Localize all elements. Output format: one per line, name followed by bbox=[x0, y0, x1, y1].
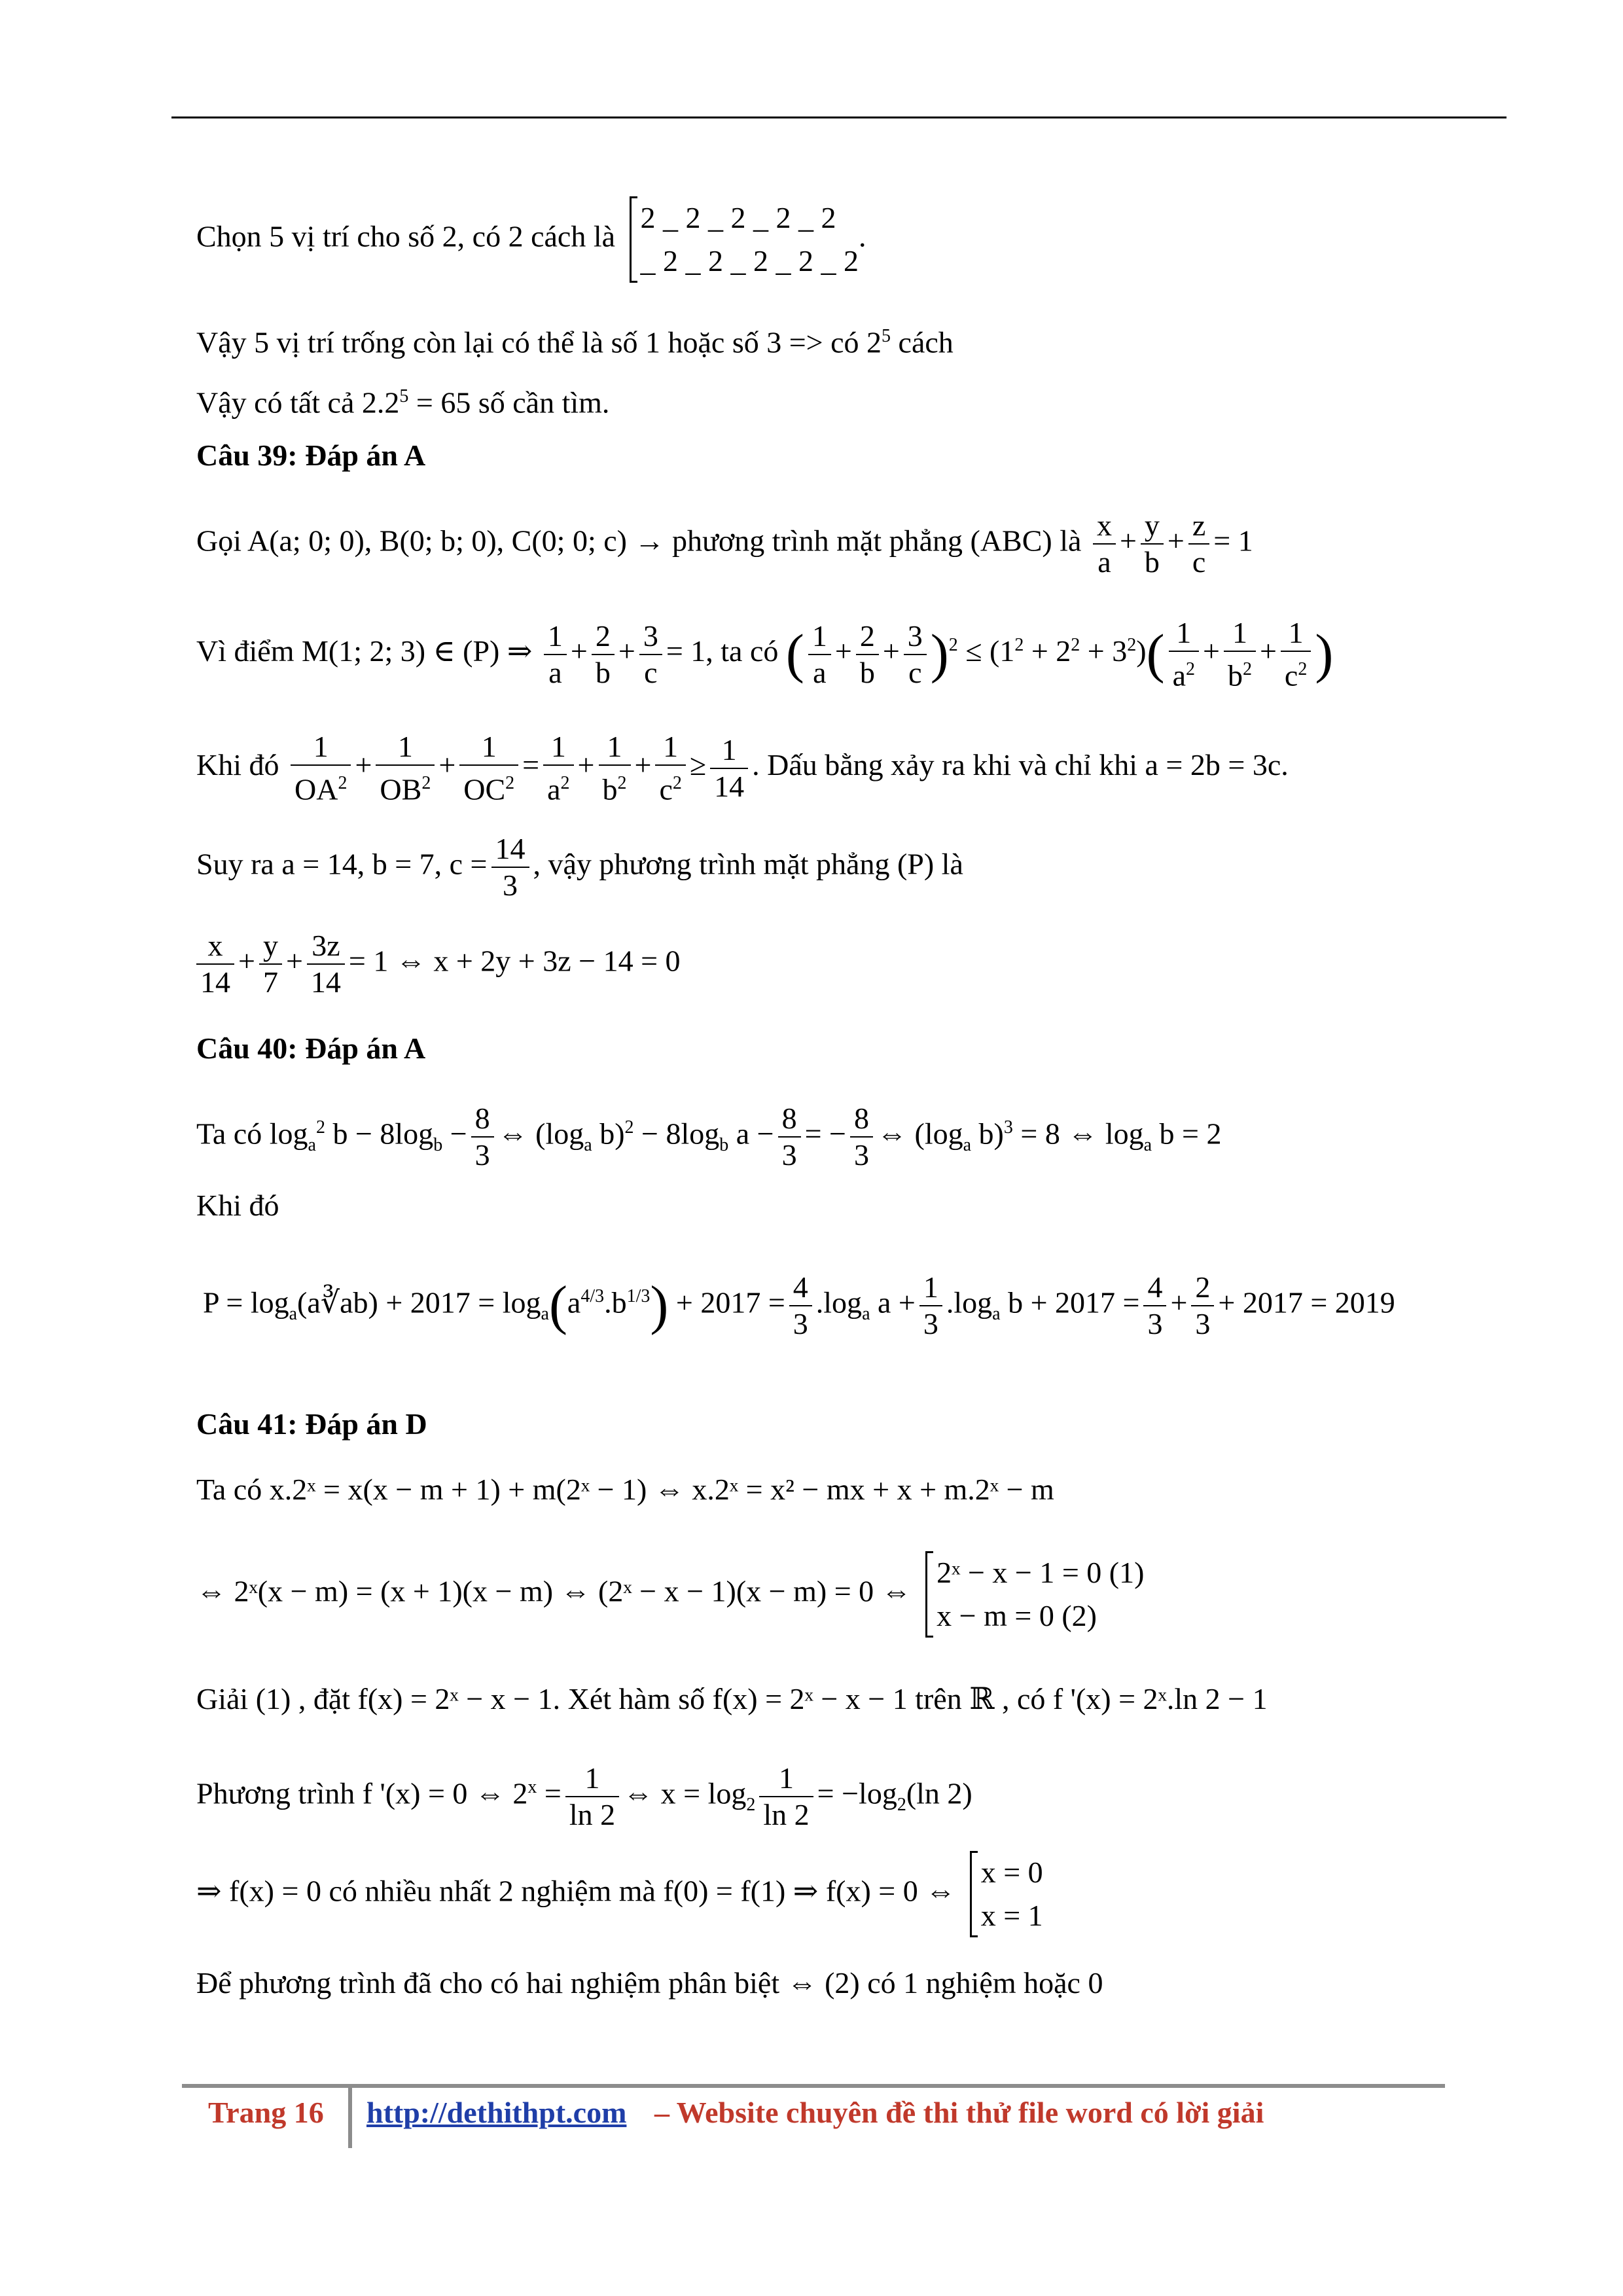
case-row: x = 1 bbox=[980, 1899, 1043, 1932]
fraction: $\frac{x}{14}$ bbox=[196, 928, 234, 1000]
q41-line-6: Để phương trình đã cho có hai nghiệm phân biệt ⇔ (2) có 1 nghiệm hoặc 0 bbox=[196, 1966, 1103, 2000]
fraction: $\frac{1}{a^2}$ bbox=[1169, 615, 1199, 693]
fraction: $\frac{1}{a^2}$ bbox=[543, 729, 573, 807]
footer-rule bbox=[182, 2084, 1445, 2088]
q41-line-3: Giải (1) , đặt f(x) = 2ˣ − x − 1. Xét hàm số f(x) = 2ˣ − x − 1 trên ℝ , có f '(x) = 2ˣ.ln 2 − 1 bbox=[196, 1682, 1268, 1715]
case-bracket bbox=[970, 1851, 1043, 1937]
paragraph-text: Vậy có tất cả bbox=[196, 386, 355, 420]
text: Phương trình bbox=[196, 1776, 355, 1810]
q39-line-5: $\frac{x}{14}$ + $\frac{y}{7}$ + $\frac{3z}{14}$ = 1 ⇔ x + 2y + 3z − 14 = 0 bbox=[196, 928, 681, 1000]
question-41-title: Câu 41: Đáp án D bbox=[196, 1407, 427, 1441]
text-line-2: Vậy 5 vị trí trống còn lại có thể là số 1 hoặc số 3 => có $2^5$ cách bbox=[196, 325, 954, 359]
fraction: $\frac{1}{OC^2}$ bbox=[459, 729, 518, 807]
text: . Dấu bằng xảy ra khi và chỉ khi bbox=[752, 748, 1138, 782]
paragraph-text: số cần tìm. bbox=[478, 386, 610, 420]
fraction: $\frac{1}{a}$ bbox=[808, 619, 831, 691]
q39-line-4 bbox=[196, 831, 963, 903]
fraction: $\frac{1}{a}$ bbox=[544, 619, 567, 691]
paragraph-text: Chọn 5 vị trí cho số 2, có 2 cách là bbox=[196, 219, 616, 253]
equation: x.2ˣ = x(x − m + 1) + m(2ˣ − 1) ⇔ x.2ˣ = x² − mx + x + m.2ˣ − m bbox=[269, 1473, 1054, 1506]
text: Vì điểm bbox=[196, 634, 294, 668]
text: Ta có bbox=[196, 1117, 262, 1151]
text: Khi đó bbox=[196, 748, 279, 782]
fraction: $\frac{8}{3}$ bbox=[850, 1101, 873, 1173]
equation: a = 2b = 3c. bbox=[1145, 748, 1289, 782]
fraction: $\frac{y}{7}$ bbox=[259, 928, 282, 1000]
fraction: $\frac{1}{\ln 2}$ bbox=[565, 1761, 619, 1833]
equation: ⇒ f(x) = 0 có nhiều nhất 2 nghiệm mà f(0) = f(1) ⇒ f(x) = 0 ⇔ bbox=[196, 1874, 956, 1908]
case-row: x = 0 bbox=[980, 1856, 1043, 1889]
q40-line-3: $P = \log_a(a∛ab) + 2017 = \log_a(a^{4/3}.b^{1/3}) + 2017$ = $\frac{4}{3}$ $.\log_a$ a + $\frac{1}{3}$ $.\log_a$ b + 2017 = $\frac{4}{3}$ + $\frac{2}{3}$ + 2017 = 2019 bbox=[203, 1270, 1395, 1340]
fraction: $\frac{3}{c}$ bbox=[639, 619, 662, 691]
fraction: $\frac{1}{c^2}$ bbox=[655, 729, 685, 807]
text-line-3: Vậy có tất cả $2.2^5 = 65$ số cần tìm. bbox=[196, 386, 610, 420]
text: Gọi bbox=[196, 524, 241, 558]
case-bracket bbox=[630, 196, 859, 283]
fraction: $\frac{1}{b^2}$ bbox=[1224, 615, 1256, 693]
paragraph-text: Vậy 5 vị trí trống còn lại có thể là số 1 hoặc số 3 => có bbox=[196, 325, 859, 359]
equation: = 1 ⇔ x + 2y + 3z − 14 = 0 bbox=[348, 944, 681, 978]
q41-line-5 bbox=[196, 1851, 1043, 1937]
fraction: $\frac{1}{OB^2}$ bbox=[376, 729, 435, 807]
fraction: $\frac{1}{c^2}$ bbox=[1281, 615, 1311, 693]
fraction: $\frac{1}{b^2}$ bbox=[599, 729, 631, 807]
case-row: x − m = 0 (2) bbox=[936, 1599, 1097, 1632]
page-number: Trang 16 bbox=[208, 2096, 324, 2129]
q39-line-1: Gọi A(a; 0; 0), B(0; b; 0), C(0; 0; c) → phương trình mặt phẳng (ABC) là $\frac{x}{a}$ + $\frac{y}{b}$ + $\frac{z}{c}$ = 1 bbox=[196, 509, 1253, 579]
fraction: $\frac{8}{3}$ bbox=[778, 1101, 801, 1173]
fraction: $\frac{3z}{14}$ bbox=[307, 928, 345, 1000]
fraction: $\frac{y}{b}$ bbox=[1141, 508, 1164, 580]
text: phương trình mặt phẳng (ABC) là bbox=[671, 524, 1082, 558]
q39-line-2: Vì điểm M(1; 2; 3) ∈ (P) ⇒ $\frac{1}{a}$ + $\frac{2}{b}$ + $\frac{3}{c}$ = 1, ta có ( $\frac{1}{a}$ + $\frac{2}{b}$ + $\frac{3}{c}$ )$^2 \le (1^2 + 2^2 + 3^2)$( $\frac{1}{a^2}$ + $\frac{1}{b^2}$ + $\frac{1}{c^2}$ ) bbox=[196, 616, 1334, 692]
fraction: $\frac{1}{14}$ bbox=[710, 732, 748, 804]
text: , ta có bbox=[705, 634, 779, 668]
text: Suy ra bbox=[196, 847, 274, 881]
header-rule bbox=[171, 117, 1507, 118]
text-line-1: Chọn 5 vị trí cho số 2, có 2 cách là 2 _ 2 _ 2 _ 2 _ 2 _ 2 _ 2 _ 2 _ 2 _ 2 . bbox=[196, 196, 866, 283]
fraction: $\frac{z}{c}$ bbox=[1188, 508, 1209, 580]
fraction: $\frac{1}{\ln 2}$ bbox=[759, 1761, 813, 1833]
question-40-title: Câu 40: Đáp án A bbox=[196, 1031, 426, 1065]
fraction: $\frac{4}{3}$ bbox=[789, 1270, 812, 1342]
equation: a = 14, b = 7, c = bbox=[281, 847, 488, 881]
equation: A(a; 0; 0), B(0; b; 0), C(0; 0; c) → bbox=[247, 524, 665, 558]
fraction: $\frac{8}{3}$ bbox=[471, 1101, 494, 1173]
fraction: $\frac{x}{a}$ bbox=[1093, 508, 1116, 580]
equation: M(1; 2; 3) ∈ (P) ⇒ bbox=[301, 634, 533, 668]
fraction: $\frac{2}{b}$ bbox=[856, 619, 879, 691]
case-row: _ 2 _ 2 _ 2 _ 2 _ 2 bbox=[640, 244, 859, 278]
fraction: $\frac{2}{3}$ bbox=[1191, 1270, 1214, 1342]
fraction: $\frac{1}{OA^2}$ bbox=[291, 729, 351, 807]
q41-line-4: Phương trình f '(x) = 0 ⇔ $2^x$ = $\frac{1}{\ln 2}$ ⇔ $x = \log_2$ $\frac{1}{\ln 2}$ = $-\log_2(\ln$ 2) bbox=[196, 1761, 972, 1831]
text: , vậy phương trình mặt phẳng (P) là bbox=[533, 847, 963, 881]
question-39-title: Câu 39: Đáp án A bbox=[196, 439, 426, 472]
fraction: $\frac{2}{b}$ bbox=[592, 619, 615, 691]
footer-separator bbox=[348, 2088, 352, 2148]
paragraph-text: cách bbox=[898, 325, 954, 359]
fraction: $\frac{3}{c}$ bbox=[904, 619, 927, 691]
case-row: 2ˣ − x − 1 = 0 (1) bbox=[936, 1556, 1145, 1589]
q39-line-3: Khi đó $\frac{1}{OA^2}$ + $\frac{1}{OB^2}$ + $\frac{1}{OC^2}$ = $\frac{1}{a^2}$ + $\frac{1}{b^2}$ + $\frac{1}{c^2}$ ≥ $\frac{1}{14}$ . Dấu bằng xảy ra khi và chỉ khi a = 2b = 3c. bbox=[196, 730, 1289, 806]
q40-line-2: Khi đó bbox=[196, 1189, 279, 1222]
case-bracket bbox=[925, 1551, 1144, 1638]
q40-line-1: Ta có $\log_a^2 b - 8\log_b$ − $\frac{8}{3}$ ⇔ ($\log_a$ $b)^2 - 8\log_b$ a − $\frac{8}{3}$ = − $\frac{8}{3}$ ⇔ ($\log_a$ b)$^3$ = 8 ⇔ $\log_a b = 2$ bbox=[196, 1102, 1222, 1172]
footer-description: – Website chuyên đề thi thử file word có lời giải bbox=[654, 2096, 1264, 2129]
fraction: $\frac{1}{3}$ bbox=[919, 1270, 942, 1342]
equation: ⇔ 2ˣ(x − m) = (x + 1)(x − m) ⇔ (2ˣ − x − 1)(x − m) = 0 ⇔ bbox=[196, 1574, 912, 1608]
q41-line-1 bbox=[196, 1470, 1054, 1509]
website-link[interactable]: http://dethithpt.com bbox=[366, 2096, 627, 2129]
fraction: $\frac{14}{3}$ bbox=[491, 831, 529, 903]
q41-line-2 bbox=[196, 1551, 1144, 1638]
case-row: 2 _ 2 _ 2 _ 2 _ 2 bbox=[640, 201, 836, 234]
fraction: $\frac{4}{3}$ bbox=[1143, 1270, 1166, 1342]
text: Ta có bbox=[196, 1473, 262, 1506]
